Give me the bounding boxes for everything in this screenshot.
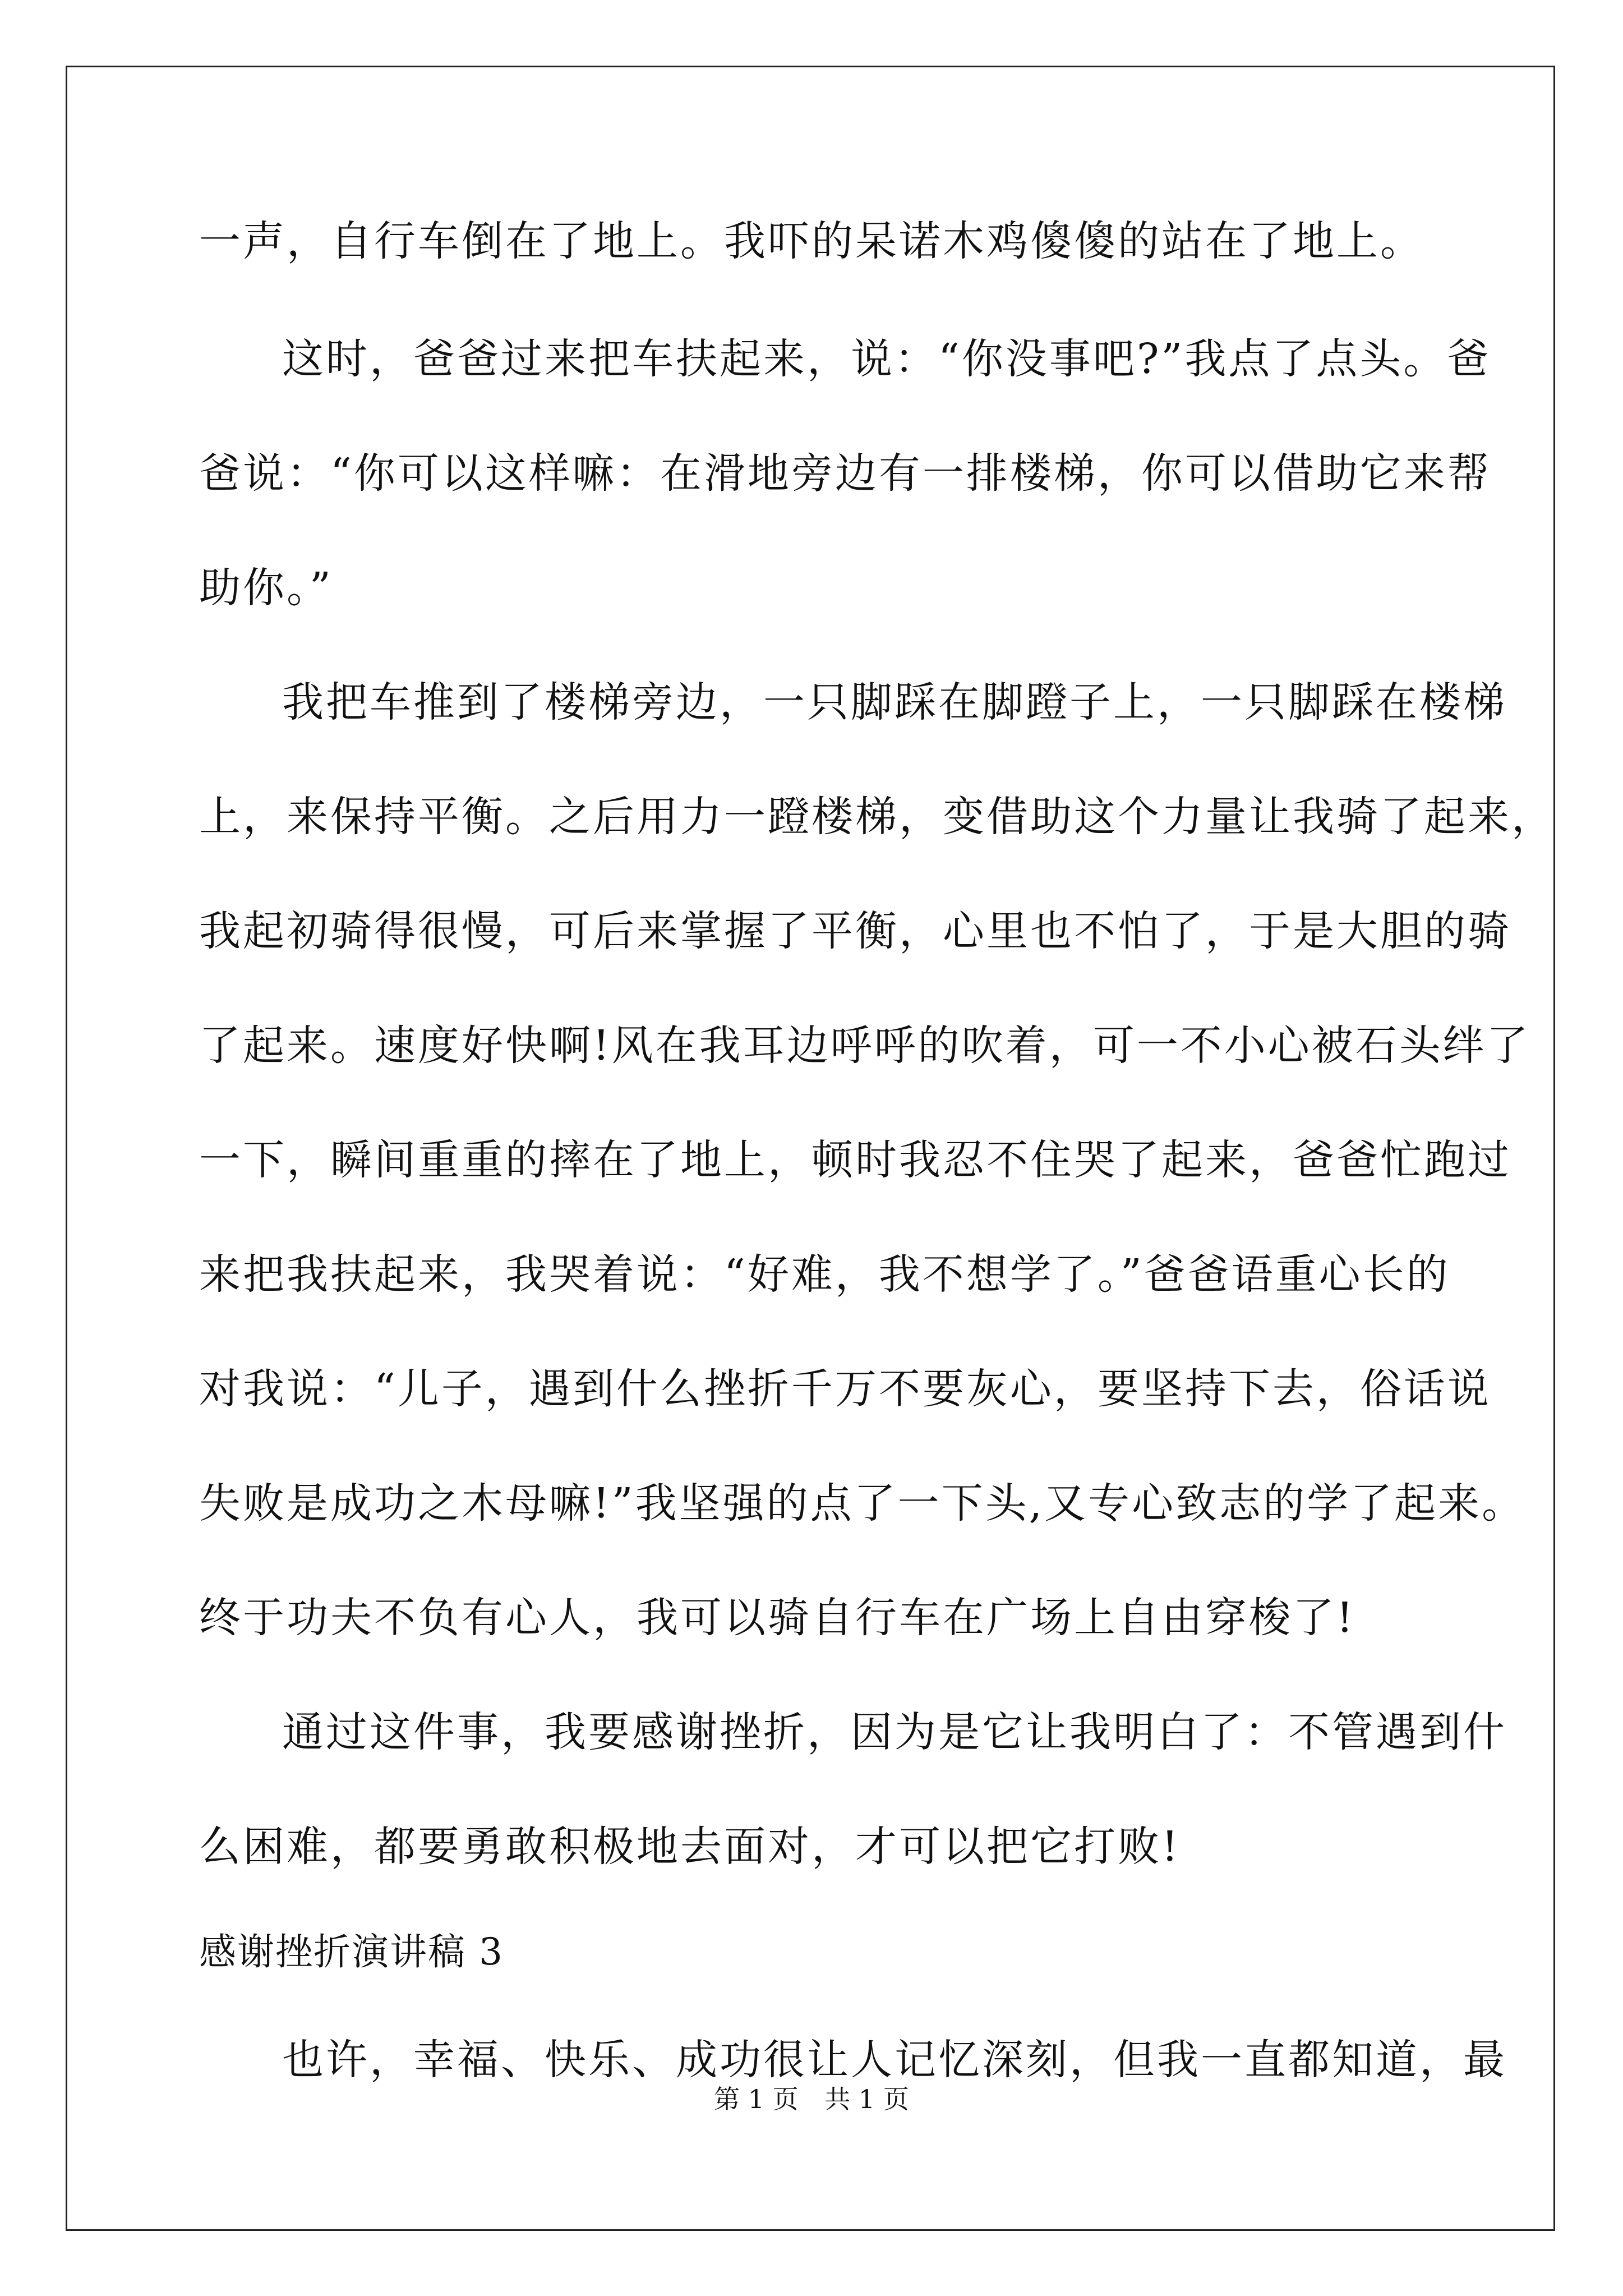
page-total: 共 1 页: [824, 2084, 909, 2114]
paragraph-line: 这时，爸爸过来把车扶起来，说：“你没事吧?”我点了点头。爸: [282, 335, 1491, 383]
text-line: 一声，自行车倒在了地上。我吓的呆诺木鸡傻傻的站在了地上。: [199, 217, 1424, 265]
text-line: 助你。”: [199, 564, 333, 612]
text-line: 了起来。速度好快啊!风在我耳边呼呼的吹着，可一不小心被石头绊了: [199, 1022, 1530, 1070]
text-line: 对我说：“儿子，遇到什么挫折千万不要灰心，要坚持下去，俗话说: [199, 1365, 1491, 1413]
text-line: 来把我扶起来，我哭着说：“好难，我不想学了。”爸爸语重心长的: [199, 1250, 1450, 1299]
paragraph-line: 我把车推到了楼梯旁边，一只脚踩在脚蹬子上，一只脚踩在楼梯: [282, 678, 1507, 726]
text-line: 么困难，都要勇敢积极地去面对，才可以把它打败!: [199, 1823, 1181, 1871]
page-number: 第 1 页: [714, 2084, 799, 2114]
text-line: 我起初骑得很慢，可后来掌握了平衡，心里也不怕了，于是大胆的骑: [199, 907, 1511, 955]
paragraph-line: 也许，幸福、快乐、成功很让人记忆深刻，但我一直都知道，最: [282, 2036, 1507, 2084]
text-line: 终于功夫不负有心人，我可以骑自行车在广场上自由穿梭了!: [199, 1594, 1355, 1642]
text-line: 上，来保持平衡。之后用力一蹬楼梯，变借助这个力量让我骑了起来，: [199, 793, 1555, 841]
page-footer: [0, 2082, 1623, 2116]
text-line: 爸说：“你可以这样嘛：在滑地旁边有一排楼梯，你可以借助它来帮: [199, 449, 1491, 498]
paragraph-line: 通过这件事，我要感谢挫折，因为是它让我明白了：不管遇到什: [282, 1708, 1507, 1756]
text-line: 失败是成功之木母嘛!”我坚强的点了一下头,又专心致志的学了起来。: [199, 1479, 1526, 1527]
section-heading: 感谢挫折演讲稿 3: [199, 1930, 504, 1973]
text-line: 一下，瞬间重重的摔在了地上，顿时我忍不住哭了起来，爸爸忙跑过: [199, 1136, 1511, 1184]
